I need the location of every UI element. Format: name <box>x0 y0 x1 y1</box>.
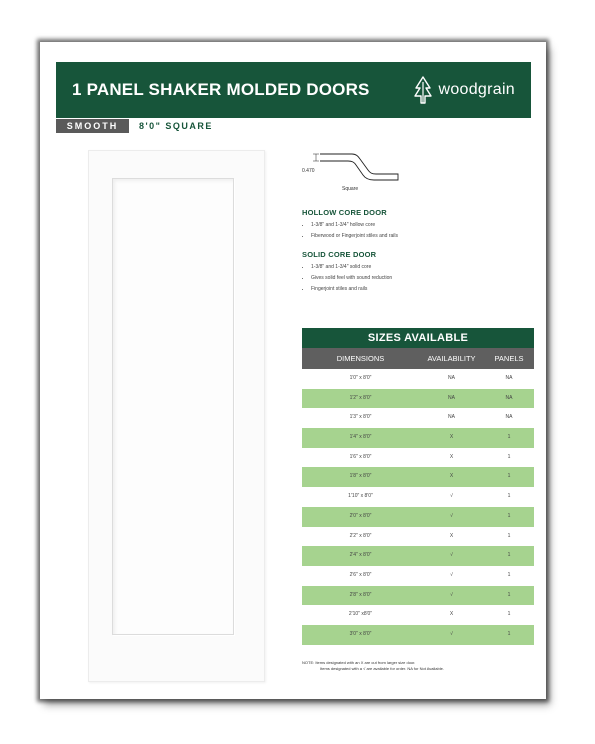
table-row <box>302 369 534 389</box>
table-row <box>302 389 534 409</box>
cell-dimension: 2'6" x 8'0" <box>349 571 372 578</box>
hollow-core-heading: HOLLOW CORE DOOR <box>302 208 387 217</box>
list-item: • Gives solid feel with sound reduction <box>311 273 502 284</box>
hollow-core-list <box>302 220 502 242</box>
cell-dimension: 2'4" x 8'0" <box>349 552 372 559</box>
cell-dimension: 3'0" x 8'0" <box>349 630 372 637</box>
table-row <box>302 467 534 487</box>
cell-panels: NA <box>505 375 513 381</box>
cell-dimension: 2'2" x 8'0" <box>349 532 372 539</box>
table-row <box>302 527 534 547</box>
list-item: • Fiberwood or Fingerjoint stiles and rails <box>311 231 502 242</box>
cell-panels: 1 <box>507 630 511 637</box>
cell-availability: NA <box>448 394 455 401</box>
cell-dimension: 1'6" x 8'0" <box>349 453 372 460</box>
cell-availability: √ <box>450 512 453 519</box>
cell-availability: √ <box>450 591 453 598</box>
column-header-availability: AVAILABILITY <box>427 354 476 363</box>
table-row <box>302 546 534 566</box>
woodgrain-logo <box>413 76 515 104</box>
door-height-label: 8'0" SQUARE <box>139 121 213 131</box>
header-banner <box>56 62 531 118</box>
cell-dimension: 2'0" x 8'0" <box>349 512 372 519</box>
profile-drawing <box>302 150 402 186</box>
logo-wordmark: woodgrain <box>438 81 515 98</box>
cell-dimension: 1'0" x 8'0" <box>349 375 372 381</box>
spec-sheet <box>40 42 546 699</box>
table-row <box>302 487 534 507</box>
cell-dimension: 1'3" x 8'0" <box>349 414 372 421</box>
cell-panels: 1 <box>507 512 511 519</box>
footnote-line-2: Items designated with a √ are available for order. NA for Not Available. <box>320 665 444 671</box>
cell-panels: 1 <box>507 473 511 480</box>
cell-dimension: 2'8" x 8'0" <box>349 591 372 598</box>
cell-panels: NA <box>505 394 513 401</box>
cell-panels: NA <box>505 414 513 421</box>
table-row <box>302 586 534 606</box>
cell-dimension: 1'2" x 8'0" <box>349 394 372 401</box>
table-row <box>302 448 534 468</box>
woodgrain-tree-icon <box>413 76 433 104</box>
profile-caption: Square <box>342 186 359 192</box>
cell-availability: X <box>449 434 454 441</box>
cell-availability: NA <box>448 414 455 421</box>
cell-panels: 1 <box>507 532 511 539</box>
cell-availability: √ <box>450 493 453 500</box>
table-header <box>302 348 534 369</box>
cell-dimension: 2'10" x8'0" <box>348 611 373 618</box>
column-header-panels: PANELS <box>494 354 524 363</box>
cell-panels: 1 <box>507 591 511 598</box>
cell-availability: √ <box>450 552 453 559</box>
list-item: • 1-3/8" and 1-3/4" solid core <box>311 262 502 273</box>
cell-availability: X <box>449 453 454 460</box>
door-image <box>88 150 265 682</box>
cell-panels: 1 <box>507 434 511 441</box>
cell-panels: 1 <box>507 611 511 618</box>
profile-diagram <box>302 150 402 192</box>
cell-panels: 1 <box>507 453 511 460</box>
footnote-line-1: NOTE: Items designated with an X are cut from larger size door. <box>302 660 416 665</box>
cell-availability: √ <box>450 630 453 637</box>
cell-dimension: 1'4" x 8'0" <box>349 434 372 441</box>
table-row <box>302 566 534 586</box>
table-row <box>302 507 534 527</box>
cell-availability: X <box>449 611 454 618</box>
sub-header <box>56 119 531 133</box>
cell-panels: 1 <box>507 493 511 500</box>
profile-dimension: 0.470 <box>302 168 315 174</box>
sizes-title: SIZES AVAILABLE <box>302 328 534 348</box>
table-row <box>302 605 534 625</box>
cell-dimension: 1'8" x 8'0" <box>349 473 372 480</box>
table-row <box>302 428 534 448</box>
cell-availability: X <box>449 532 454 539</box>
list-item: • 1-3/8" and 1-3/4" hollow core <box>311 220 502 231</box>
table-row <box>302 408 534 428</box>
cell-availability: √ <box>450 571 453 578</box>
list-item: • Fingerjoint stiles and rails <box>311 284 502 295</box>
footnote <box>302 660 534 671</box>
cell-availability: NA <box>448 375 455 381</box>
door-panel <box>112 178 234 635</box>
page-title: 1 PANEL SHAKER MOLDED DOORS <box>72 80 370 99</box>
cell-dimension: 1'10" x 8'0" <box>348 493 373 500</box>
cell-panels: 1 <box>507 571 511 578</box>
solid-core-list <box>302 262 502 295</box>
column-header-dimensions: DIMENSIONS <box>336 354 385 363</box>
cell-availability: X <box>449 473 454 480</box>
table-row <box>302 625 534 645</box>
solid-core-heading: SOLID CORE DOOR <box>302 250 377 259</box>
specifications <box>302 208 502 303</box>
finish-label: SMOOTH <box>56 119 129 133</box>
cell-panels: 1 <box>507 552 511 559</box>
sizes-table <box>302 328 534 645</box>
